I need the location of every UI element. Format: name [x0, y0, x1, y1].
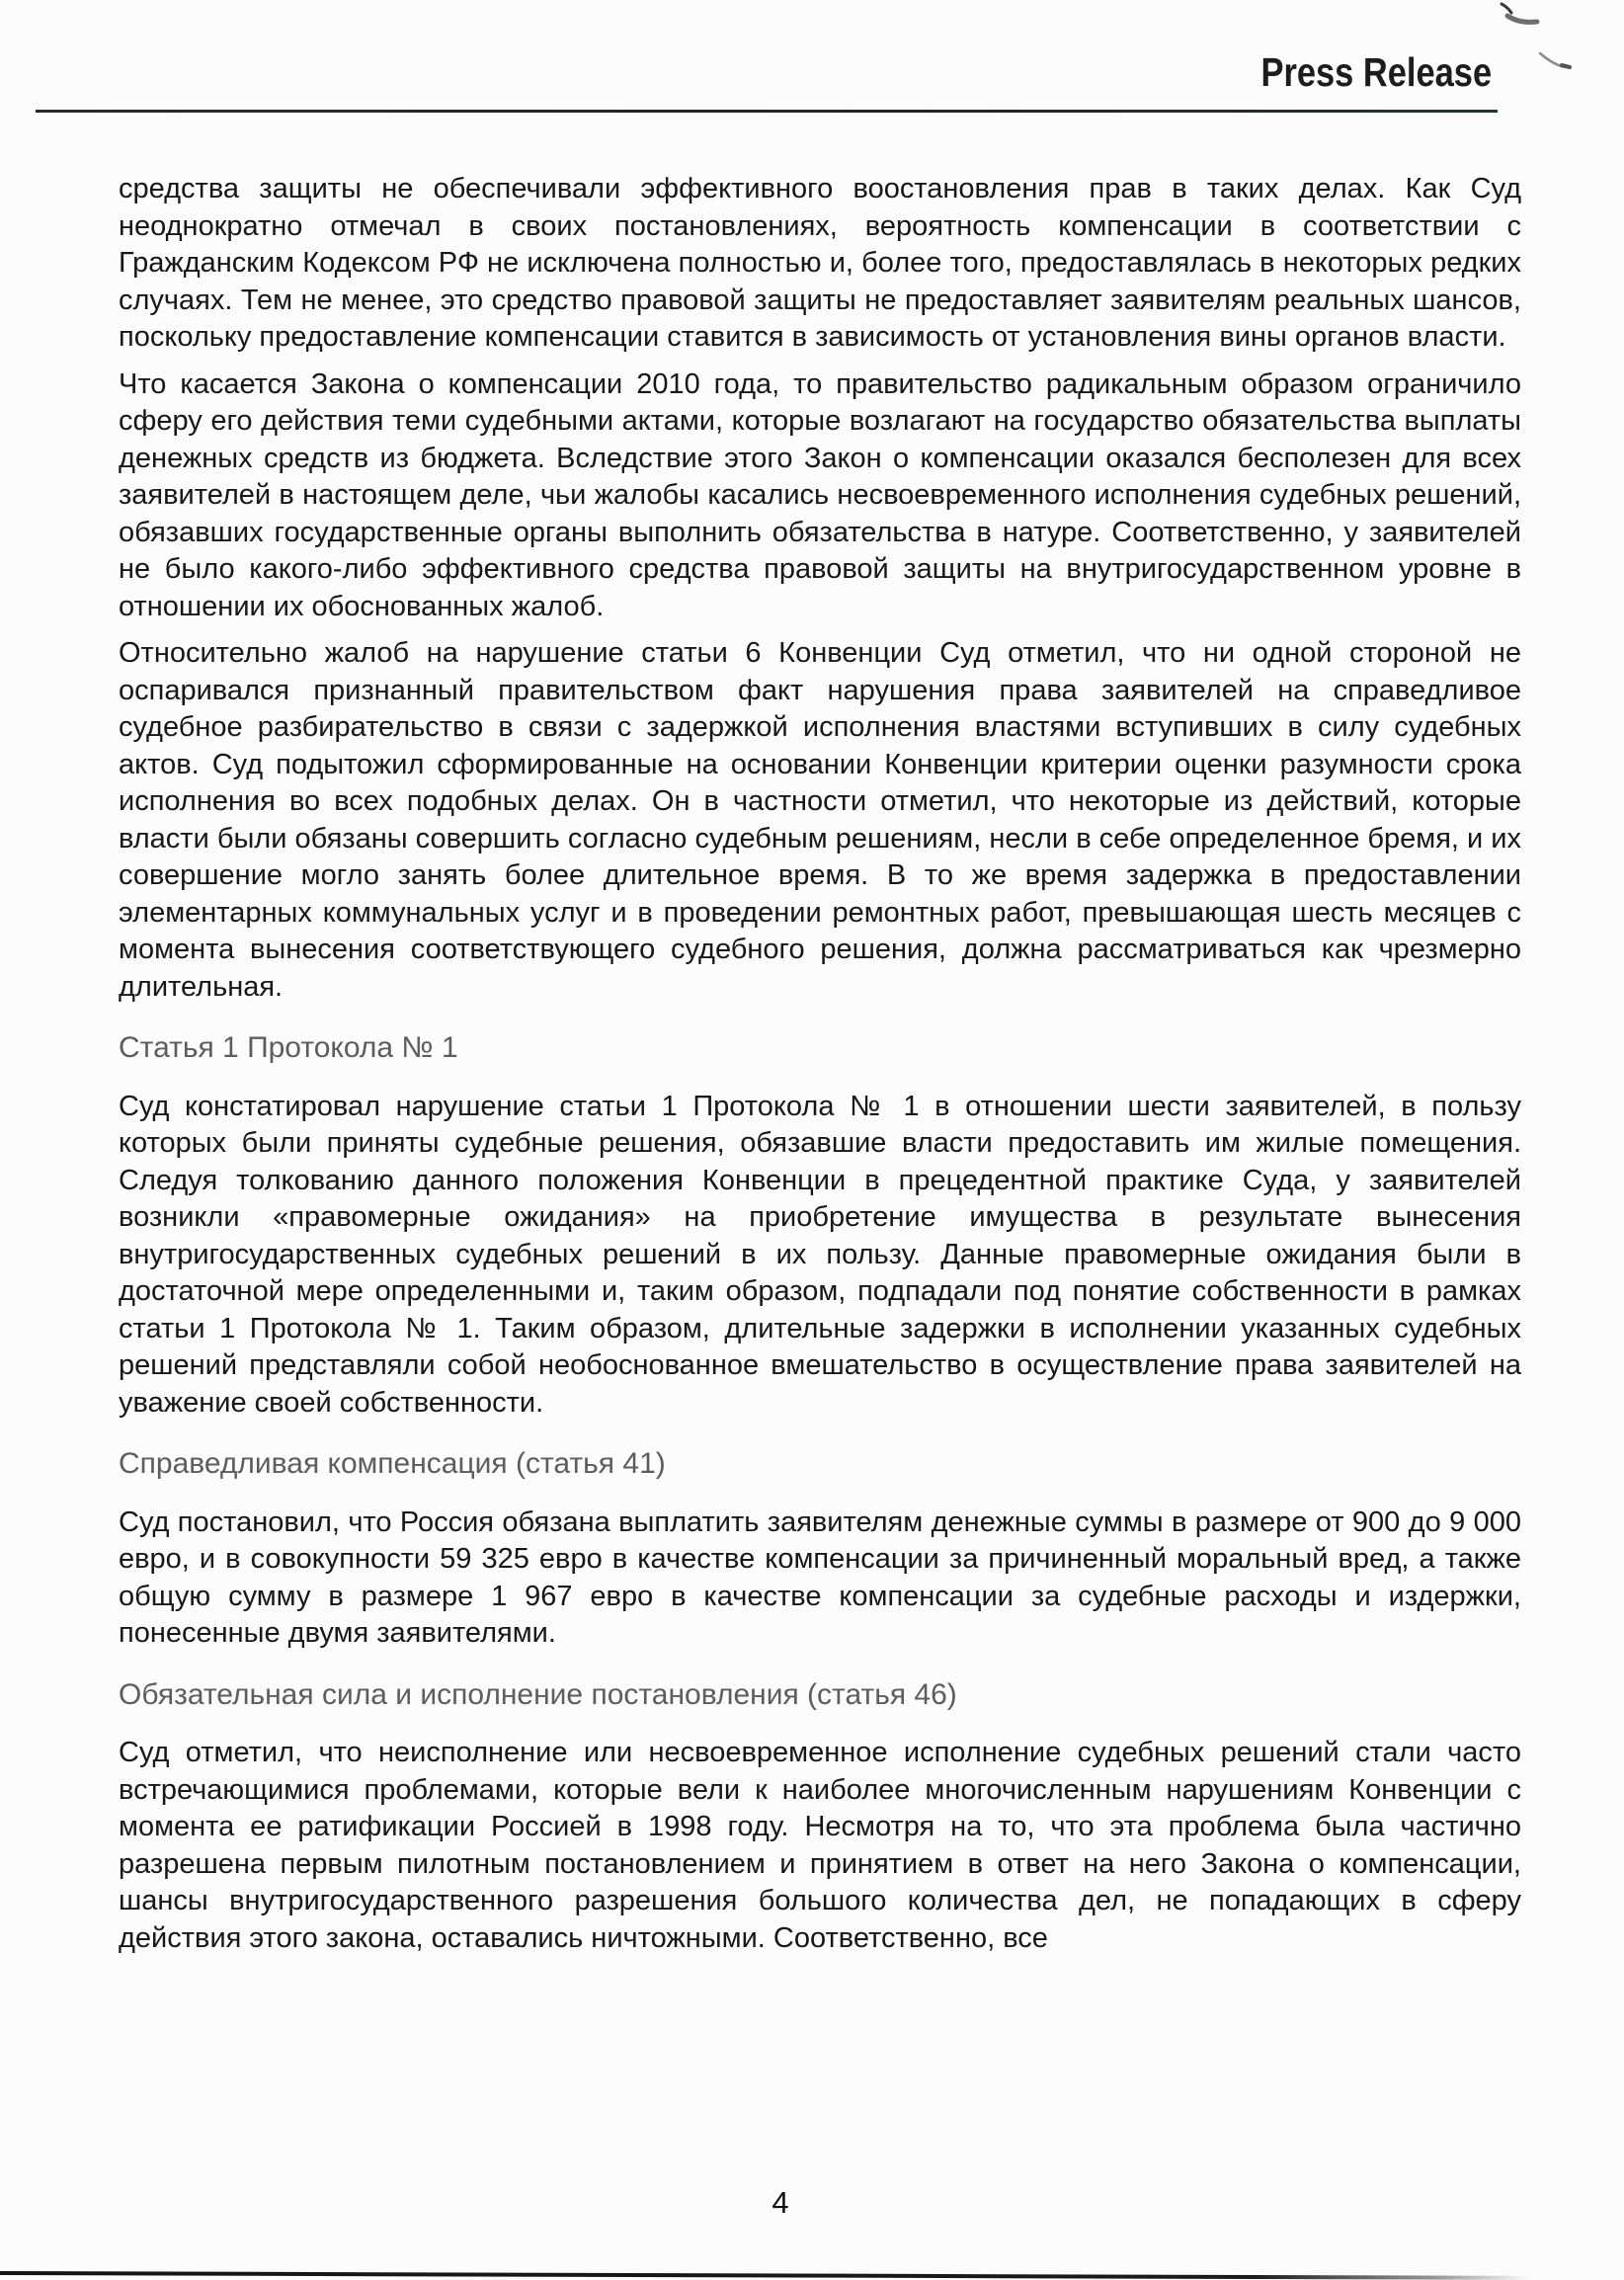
section-heading-binding-force-article-46: Обязательная сила и исполнение постановления (статья 46): [119, 1677, 957, 1711]
paragraph-article-46: Суд отметил, что неисполнение или несвоевременное исполнение судебных решений стали часто встречающимися проблемами, которые вели к наиболее многочисленным нарушениям Конвенции с момента ее ратификации Россией в 1998 году. Несмотря на то, что эта проблема была частично разрешена первым пилотным постановлением и принятием в ответ на него Закона о компенсации, шансы внутригосударственного разрешения большого количества дел, не попадающих в сферу действия этого закона, оставались ничтожными. Соответственно, все: [119, 1737, 1521, 1954]
paragraph-article-6: Относительно жалоб на нарушение статьи 6 Конвенции Суд отметил, что ни одной стороной не оспаривался признанный правительством факт нарушения права заявителей на справедливое судебное разбирательство в связи с задержкой исполнения властями вступивших в силу судебных актов. Суд подытожил сформированные на основании Конвенции критерии оценки разумности срока исполнения во всех подобных делах. Он в частности отметил, что некоторые из действий, которые власти были обязаны совершить согласно судебным решениям, несли в себе определенное бремя, и их совершение могло занять более длительное время. В то же время задержка в предоставлении элементарных коммунальных услуг и в проведении ремонтных работ, превышающая шесть месяцев с момента вынесения соответствующего судебного решения, должна рассматриваться как чрезмерно длительная.: [119, 637, 1521, 1003]
scan-artifact-top-right: [1494, 2, 1553, 30]
press-release-header: Press Release: [1260, 49, 1492, 95]
paragraph-remedies: средства защиты не обеспечивали эффективного воостановления прав в таких делах. Как Суд неоднократно отмечал в своих постановлениях, вероятность компенсации в соответствии с Гражданским Кодексом РФ не исключена полностью и, более того, предоставлялась в некоторых редких случаях. Тем не менее, это средство правовой защиты не предоставляет заявителям реальных шансов, поскольку предоставление компенсации ставится в зависимость от установления вины органов власти.: [119, 173, 1521, 353]
section-heading-article-1-protocol-1: Статья 1 Протокола № 1: [119, 1031, 458, 1064]
document-body: [119, 171, 1521, 1967]
paragraph-protocol-1: Суд констатировал нарушение статьи 1 Протокола № 1 в отношении шести заявителей, в пользу которых были приняты судебные решения, обязавшие власти предоставить им жилые помещения. Следуя толкованию данного положения Конвенции в прецедентной практике Суда, у заявителей возникли «правомерные ожидания» на приобретение имущества в результате вынесения внутригосударственных судебных решений в их пользу. Данные правомерные ожидания были в достаточной мере определенными и, таким образом, подпадали под понятие собственности в рамках статьи 1 Протокола № 1. Таким образом, длительные задержки в исполнении указанных судебных решений представляли собой необоснованное вмешательство в осуществление права заявителей на уважение своей собственности.: [119, 1090, 1521, 1419]
page-number: 4: [771, 2185, 789, 2220]
scan-artifact-right-margin: [1536, 49, 1582, 77]
scan-edge-line: [0, 2271, 1529, 2280]
header-divider-rule: [36, 110, 1498, 113]
paragraph-compensation-act-2010: Что касается Закона о компенсации 2010 года, то правительство радикальным образом ограничило сферу его действия теми судебными актами, которые возлагают на государство обязательства выплаты денежных средств из бюджета. Вследствие этого Закон о компенсации оказался бесполезен для всех заявителей в настоящем деле, чьи жалобы касались несвоевременного исполнения судебных решений, обязавших государственные органы выполнить обязательства в натуре. Соответственно, у заявителей не было какого-либо эффективного средства правовой защиты на внутригосударственном уровне в отношении их обоснованных жалоб.: [119, 367, 1521, 622]
paragraph-article-41: Суд постановил, что Россия обязана выплатить заявителям денежные суммы в размере от 900 до 9 000 евро, и в совокупности 59 325 евро в качестве компенсации за причиненный моральный вред, а также общую сумму в размере 1 967 евро в качестве компенсации за судебные расходы и издержки, понесенные двумя заявителями.: [119, 1506, 1521, 1649]
section-heading-just-satisfaction-article-41: Справедливая компенсация (статья 41): [119, 1447, 666, 1480]
